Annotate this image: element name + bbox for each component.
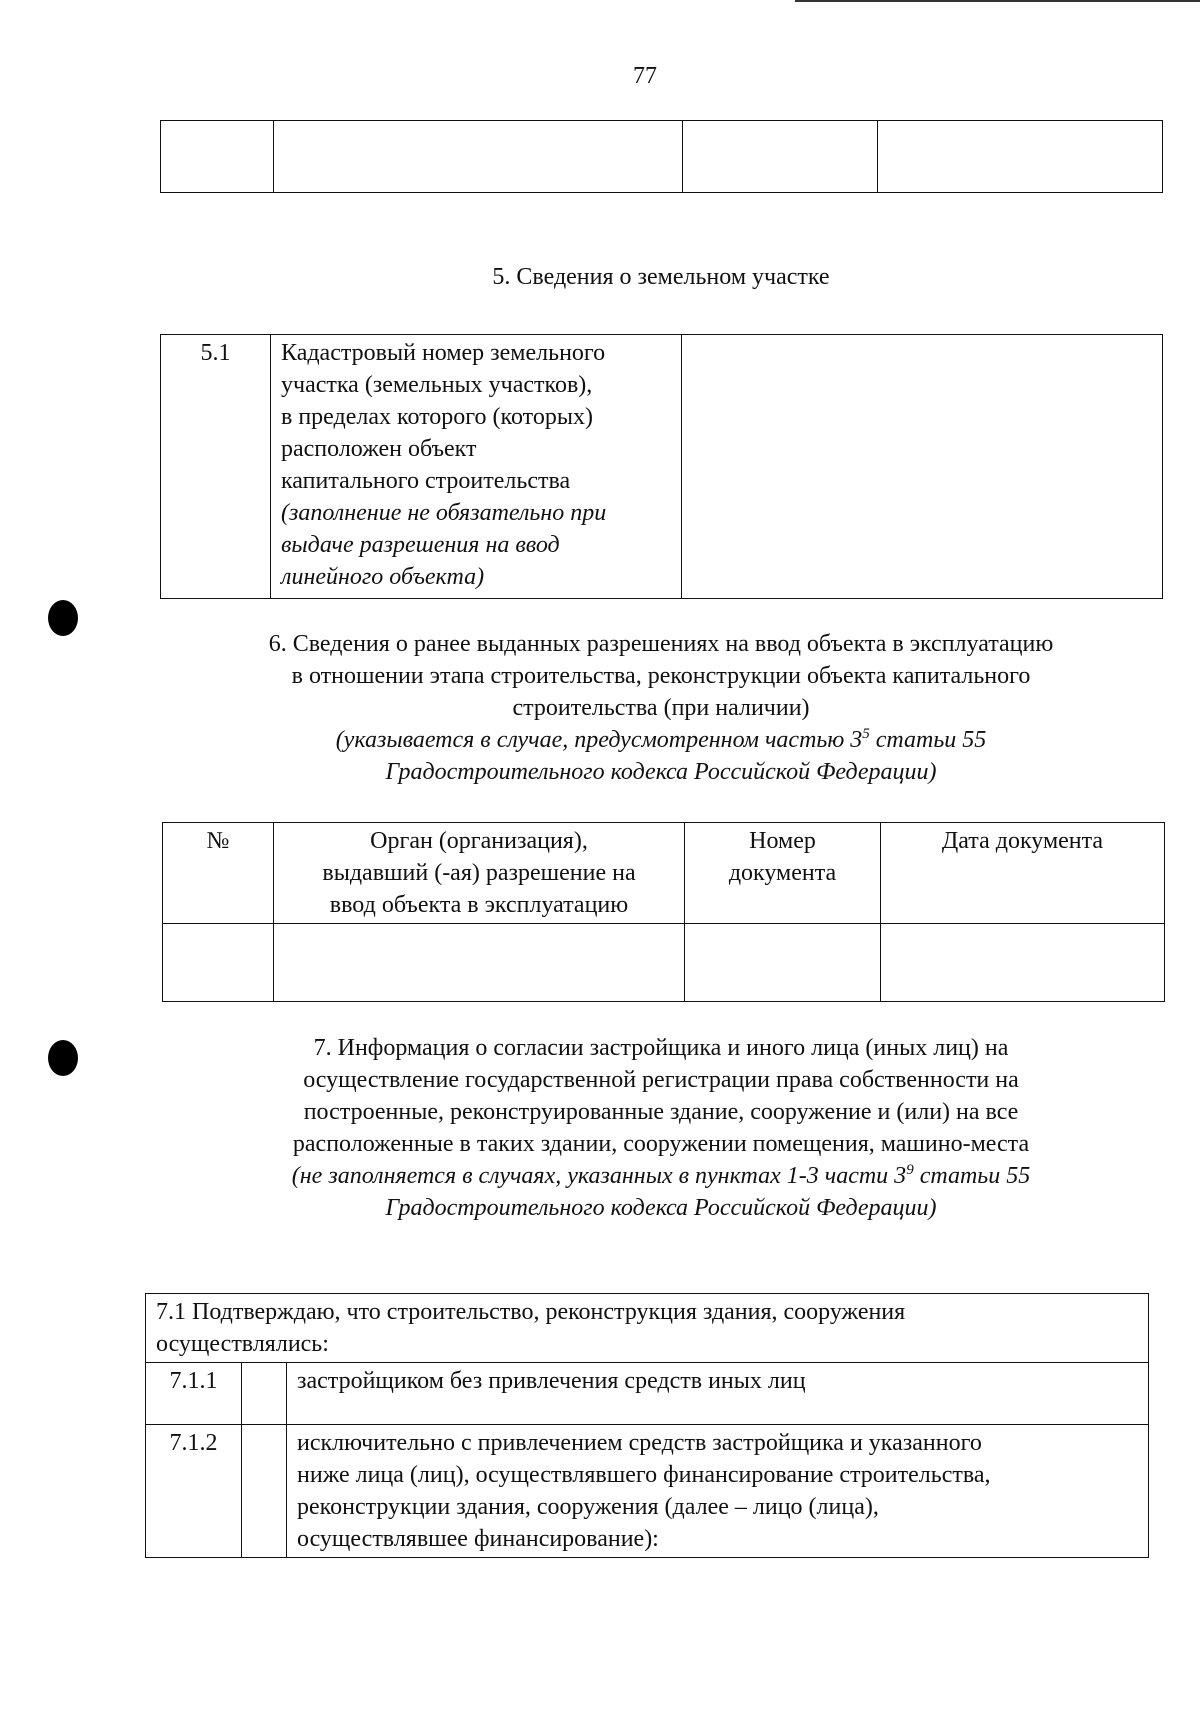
col-header-document-date: Дата документа (881, 823, 1165, 924)
table-cell[interactable] (274, 121, 683, 193)
scan-edge-line (795, 0, 1200, 2)
label-line: расположен объект (281, 436, 477, 462)
title-line: строительства (при наличии) (512, 695, 810, 721)
section-6-title (160, 628, 1162, 788)
label-line: участка (земельных участков), (281, 372, 593, 398)
note-line: линейного объекта) (281, 564, 485, 590)
note-line: (заполнение не обязательно при (281, 500, 607, 526)
checkbox-cell[interactable] (242, 1425, 287, 1558)
title-line: построенные, реконструированные здание, сооружение и (или) на все (303, 1099, 1019, 1125)
row-number: 7.1.2 (146, 1425, 242, 1558)
col-header-number: № (163, 823, 274, 924)
page-number: 77 (633, 63, 657, 89)
col-header-document-number: Номер документа (685, 823, 881, 924)
label-line: Кадастровый номер земельного (281, 340, 606, 366)
section-5-table (160, 334, 1163, 599)
title-line: 6. Сведения о ранее выданных разрешениях на ввод объекта в эксплуатацию (268, 631, 1054, 657)
section-6-note-line-2: Градостроительного кодекса Российской Федерации) (385, 759, 937, 785)
section-6-table (162, 822, 1165, 1002)
cadastral-number-label (271, 335, 682, 599)
checkbox-cell[interactable] (242, 1363, 287, 1425)
label-line: в пределах которого (которых) (281, 404, 593, 430)
section-6-note: (указывается в случае, предусмотренном частью $3^5$ статьи 55 (335, 726, 987, 753)
label-line: капитального строительства (281, 468, 571, 494)
option-text: застройщиком без привлечения средств иных лиц (287, 1363, 1149, 1425)
table-cell[interactable] (161, 121, 274, 193)
table-cell[interactable] (274, 924, 685, 1002)
cadastral-number-value[interactable] (682, 335, 1163, 599)
option-text: исключительно с привлечением средств застройщика и указанного ниже лица (лиц), осуществлявшего финансирование строительства, реконструкции здания, сооружения (далее – лицо (лица), осуществлявшее финансирование): (287, 1425, 1149, 1558)
section-7-note-line-2: Градостроительного кодекса Российской Федерации) (385, 1195, 937, 1221)
table-cell[interactable] (685, 924, 881, 1002)
row-number: 5.1 (161, 335, 271, 599)
section-7-title (160, 1032, 1162, 1224)
title-line: в отношении этапа строительства, реконструкции объекта капитального (291, 663, 1031, 689)
continued-table (160, 120, 1163, 193)
table-cell[interactable] (163, 924, 274, 1002)
title-line: расположенные в таких здании, сооружении помещения, машино-места (292, 1131, 1030, 1157)
section-7-note: (не заполняется в случаях, указанных в пунктах 1-3 части $3^9$ статьи 55 (291, 1162, 1031, 1189)
section-7-table (145, 1293, 1149, 1558)
row-number: 7.1.1 (146, 1363, 242, 1425)
table-cell[interactable] (881, 924, 1165, 1002)
table-cell[interactable] (878, 121, 1163, 193)
title-line: осуществление государственной регистрации права собственности на (303, 1067, 1019, 1093)
col-header-issuing-authority: Орган (организация), выдавший (-ая) разрешение на ввод объекта в эксплуатацию (274, 823, 685, 924)
punch-hole-mark (48, 1040, 78, 1076)
punch-hole-mark (48, 600, 78, 636)
section-5-title: 5. Сведения о земельном участке (492, 264, 830, 290)
table-cell[interactable] (683, 121, 878, 193)
title-line: 7. Информация о согласии застройщика и иного лица (иных лиц) на (313, 1035, 1009, 1061)
note-line: выдаче разрешения на ввод (281, 532, 560, 558)
confirmation-header: 7.1 Подтверждаю, что строительство, реконструкция здания, сооружения осуществлялись: (146, 1294, 1149, 1363)
